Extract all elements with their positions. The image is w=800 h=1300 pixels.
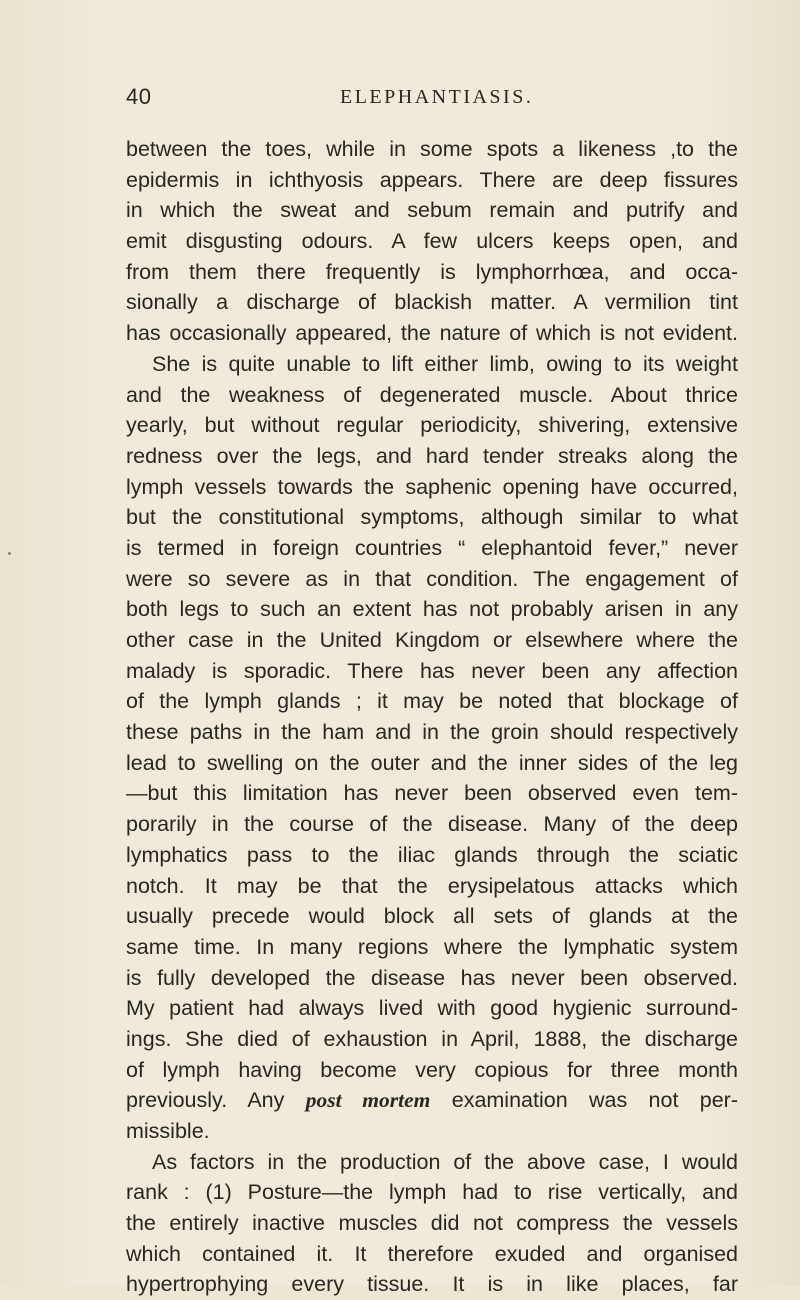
text-line: lead to swelling on the outer and the inner sides of the leg: [126, 750, 738, 775]
text-line: other case in the United Kingdom or elsewhere where the: [126, 628, 738, 652]
margin-speck: [8, 552, 11, 555]
text-segment: examination was not per-: [451, 1088, 739, 1113]
text-line: both legs to such an extent has not probably arisen in any: [126, 597, 738, 622]
text-line: of the lymph glands ; it may be noted that blockage of: [126, 689, 738, 714]
text-line: As factors in the production of the above case, I would: [152, 1149, 738, 1174]
text-line: porarily in the course of the disease. Many of the deep: [126, 812, 738, 837]
italic-phrase: post mortem: [305, 1088, 431, 1113]
text-line: emit disgusting odours. A few ulcers keeps open, and: [126, 229, 738, 254]
text-line: which contained it. It therefore exuded and organised: [126, 1241, 738, 1266]
text-line: the entirely inactive muscles did not compress the vessels: [126, 1211, 738, 1236]
text-line: is termed in foreign countries “ elephantoid fever,” never: [126, 535, 738, 560]
text-line: in which the sweat and sebum remain and putrify and: [126, 198, 738, 223]
text-line: of lymph having become very copious for three month: [126, 1057, 738, 1082]
text-line: —but this limitation has never been observed even tem-: [126, 781, 738, 806]
text-line: from them there frequently is lymphorrhœa, and occa-: [126, 259, 738, 284]
text-line: hypertrophying every tissue. It is in like places, far: [126, 1272, 738, 1297]
text-line: and the weakness of degenerated muscle. About thrice: [126, 382, 738, 407]
text-line: is fully developed the disease has never been observed.: [126, 965, 738, 990]
text-line: these paths in the ham and in the groin should respectively: [126, 720, 738, 745]
running-head: ELEPHANTIASIS.: [340, 86, 534, 108]
text-line: has occasionally appeared, the nature of which is not evident.: [126, 321, 738, 346]
text-line: notch. It may be that the erysipelatous attacks which: [126, 873, 738, 898]
text-line: lymph vessels towards the saphenic opening have occurred,: [126, 474, 738, 499]
text-line: between the toes, while in some spots a likeness ,to the: [126, 137, 738, 161]
text-line: [126, 1085, 738, 1116]
text-line: epidermis in ichthyosis appears. There are deep fissures: [126, 167, 738, 192]
text-line: missible.: [126, 1119, 210, 1143]
text-line: lymphatics pass to the iliac glands through the sciatic: [126, 842, 738, 867]
text-line: malady is sporadic. There has never been any affection: [126, 658, 738, 683]
text-line: same time. In many regions where the lymphatic system: [126, 934, 738, 959]
text-segment: Any: [247, 1088, 285, 1113]
text-segment: previously.: [126, 1088, 228, 1113]
text-line: My patient had always lived with good hygienic surround-: [126, 996, 738, 1021]
text-line: rank : (1) Posture—the lymph had to rise vertically, and: [126, 1180, 738, 1205]
text-line: redness over the legs, and hard tender streaks along the: [126, 443, 738, 468]
text-line: yearly, but without regular periodicity, shivering, extensive: [126, 413, 738, 438]
text-line: ings. She died of exhaustion in April, 1888, the discharge: [126, 1026, 738, 1051]
body-text: [126, 134, 738, 1300]
text-line: usually precede would block all sets of glands at the: [126, 904, 738, 929]
page-header: [126, 84, 686, 114]
text-line: but the constitutional symptoms, although similar to what: [126, 505, 738, 530]
text-line: were so severe as in that condition. The engagement of: [126, 566, 738, 591]
text-line: She is quite unable to lift either limb, owing to its weight: [152, 351, 738, 376]
text-line: sionally a discharge of blackish matter. A vermilion tint: [126, 290, 738, 315]
page-number: 40: [126, 84, 152, 109]
